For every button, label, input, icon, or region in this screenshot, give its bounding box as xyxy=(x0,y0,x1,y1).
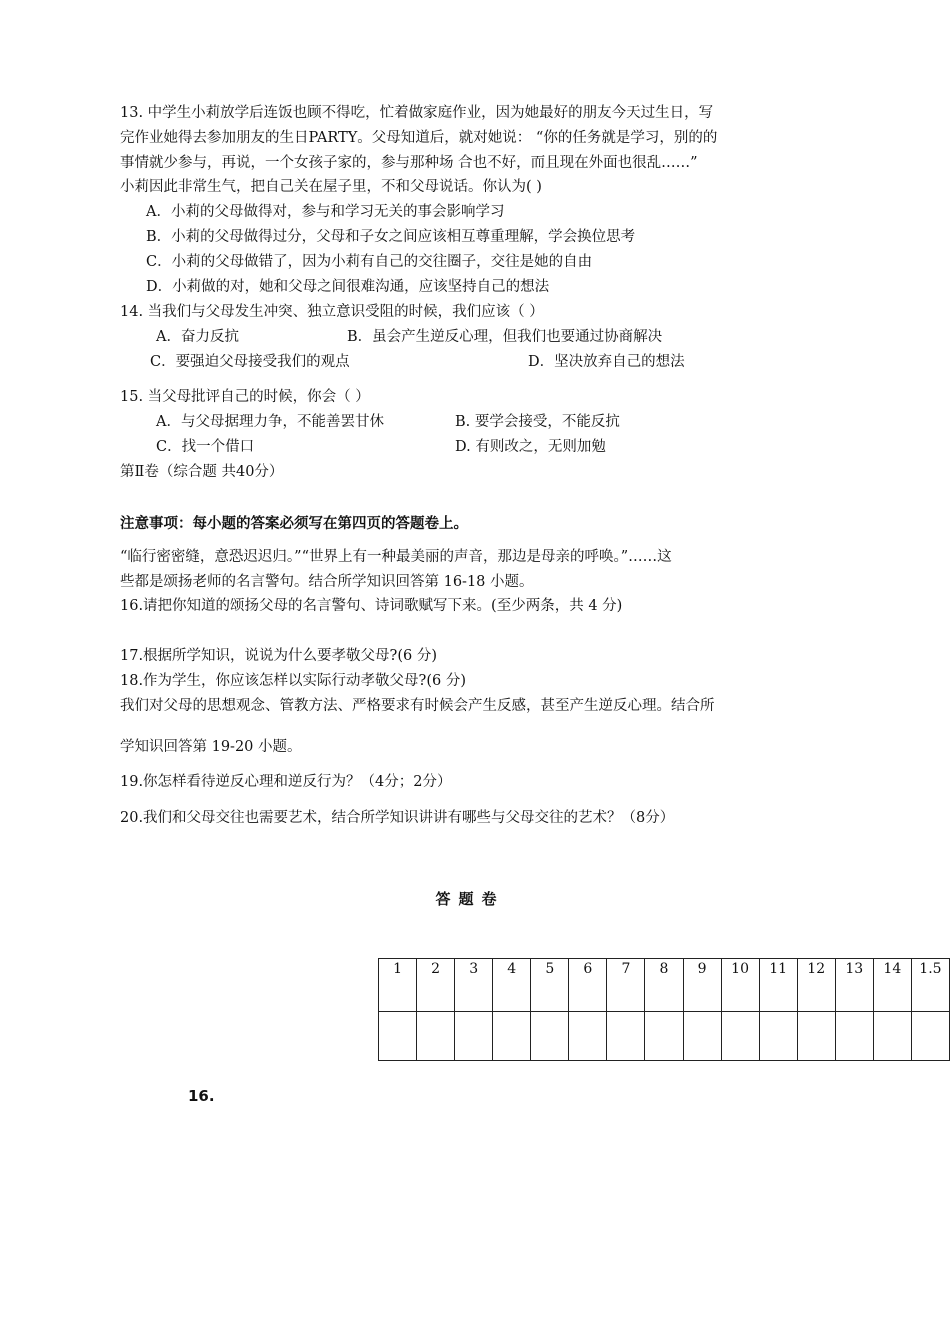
answer-number-cell: 12 xyxy=(797,959,835,1012)
answer-number-cell: 7 xyxy=(607,959,645,1012)
answer-blank-cell[interactable] xyxy=(455,1012,493,1061)
answer-sheet-title: 答题卷 xyxy=(435,890,505,908)
q18-text: 18.作为学生，你应该怎样以实际行动孝敬父母?(6 分) xyxy=(120,673,466,689)
q15-option-b: B. 要学会接受，不能反抗 xyxy=(455,414,620,430)
answer-number-cell: 14 xyxy=(873,959,911,1012)
answer-number-cell: 1.5 xyxy=(911,959,949,1012)
answer-blank-cell[interactable] xyxy=(607,1012,645,1061)
answer-16-label: 16. xyxy=(188,1087,215,1105)
q15-stem: 15. 当父母批评自己的时候，你会（ ） xyxy=(120,389,370,405)
q13-option-a: A．小莉的父母做得对，参与和学习无关的事会影响学习 xyxy=(146,204,505,220)
answer-blank-cell[interactable] xyxy=(569,1012,607,1061)
answer-blank-cell[interactable] xyxy=(873,1012,911,1061)
intro-2-line-1: 我们对父母的思想观念、管教方法、严格要求有时候会产生反感，甚至产生逆反心理。结合所 xyxy=(120,698,715,714)
answer-number-cell: 2 xyxy=(417,959,455,1012)
q14-option-c: C．要强迫父母接受我们的观点 xyxy=(150,354,350,370)
q15-option-a: A．与父母据理力争，不能善罢甘休 xyxy=(156,414,384,430)
q13-option-c: C．小莉的父母做错了，因为小莉有自己的交往圈子，交往是她的自由 xyxy=(146,254,593,270)
answer-number-cell: 4 xyxy=(493,959,531,1012)
q14-option-d: D．坚决放弃自己的想法 xyxy=(528,354,685,370)
answer-number-cell: 8 xyxy=(645,959,683,1012)
q14-option-a: A．奋力反抗 xyxy=(156,329,239,345)
answer-number-cell: 13 xyxy=(835,959,873,1012)
q14-stem: 14. 当我们与父母发生冲突、独立意识受阻的时候，我们应该（ ） xyxy=(120,304,544,320)
intro-1-line-2: 些都是颂扬老师的名言警句。结合所学知识回答第 16-18 小题。 xyxy=(120,574,534,590)
answer-number-cell: 6 xyxy=(569,959,607,1012)
q13-line-1: 13. 中学生小莉放学后连饭也顾不得吃，忙着做家庭作业，因为她最好的朋友今天过生日，写 xyxy=(120,105,714,121)
q17-text: 17.根据所学知识，说说为什么要孝敬父母?(6 分) xyxy=(120,648,437,664)
answer-number-cell: 10 xyxy=(721,959,759,1012)
answer-number-cell: 9 xyxy=(683,959,721,1012)
q13-option-b: B．小莉的父母做得过分，父母和子女之间应该相互尊重理解，学会换位思考 xyxy=(146,229,636,245)
answer-blank-cell[interactable] xyxy=(379,1012,417,1061)
answer-number-cell: 1 xyxy=(379,959,417,1012)
answer-blank-cell[interactable] xyxy=(721,1012,759,1061)
intro-2-line-2: 学知识回答第 19-20 小题。 xyxy=(120,739,302,755)
q15-option-c: C．找一个借口 xyxy=(156,439,255,455)
answer-number-cell: 5 xyxy=(531,959,569,1012)
q20-text: 20.我们和父母交往也需要艺术，结合所学知识讲讲有哪些与父母交往的艺术？（8分） xyxy=(120,810,675,826)
answer-blank-cell[interactable] xyxy=(797,1012,835,1061)
q16-text: 16.请把你知道的颂扬父母的名言警句、诗词歌赋写下来。(至少两条，共 4 分) xyxy=(120,598,623,614)
q15-option-d: D. 有则改之，无则加勉 xyxy=(455,439,606,455)
answer-blank-cell[interactable] xyxy=(759,1012,797,1061)
answer-number-cell: 3 xyxy=(455,959,493,1012)
answer-blank-row xyxy=(379,1012,950,1061)
answer-blank-cell[interactable] xyxy=(531,1012,569,1061)
q13-option-d: D．小莉做的对，她和父母之间很难沟通，应该坚持自己的想法 xyxy=(146,279,550,295)
q19-text: 19.你怎样看待逆反心理和逆反行为？（4分；2分） xyxy=(120,774,452,790)
answer-blank-cell[interactable] xyxy=(645,1012,683,1061)
section-2-heading: 第Ⅱ卷（综合题 共40分） xyxy=(120,464,284,480)
q13-line-2: 完作业她得去参加朋友的生日PARTY。父母知道后，就对她说： “你的任务就是学习，别的的 xyxy=(120,130,718,146)
notice: 注意事项：每小题的答案必须写在第四页的答题卷上。 xyxy=(120,516,468,532)
answer-blank-cell[interactable] xyxy=(911,1012,949,1061)
answer-number-cell: 11 xyxy=(759,959,797,1012)
q13-line-4: 小莉因此非常生气，把自己关在屋子里，不和父母说话。你认为( ) xyxy=(120,179,542,195)
q13-line-3: 事情就少参与，再说，一个女孩子家的，参与那种场 合也不好，而且现在外面也很乱……” xyxy=(120,155,698,171)
q14-option-b: B．虽会产生逆反心理，但我们也要通过协商解决 xyxy=(347,329,663,345)
answer-blank-cell[interactable] xyxy=(835,1012,873,1061)
answer-number-row xyxy=(379,959,950,1012)
answer-blank-cell[interactable] xyxy=(493,1012,531,1061)
answer-blank-cell[interactable] xyxy=(417,1012,455,1061)
intro-1-line-1: “临行密密缝，意恐迟迟归。”“世界上有一种最美丽的声音，那边是母亲的呼唤。”……这 xyxy=(120,549,672,565)
answer-blank-cell[interactable] xyxy=(683,1012,721,1061)
answer-table xyxy=(378,958,950,1061)
